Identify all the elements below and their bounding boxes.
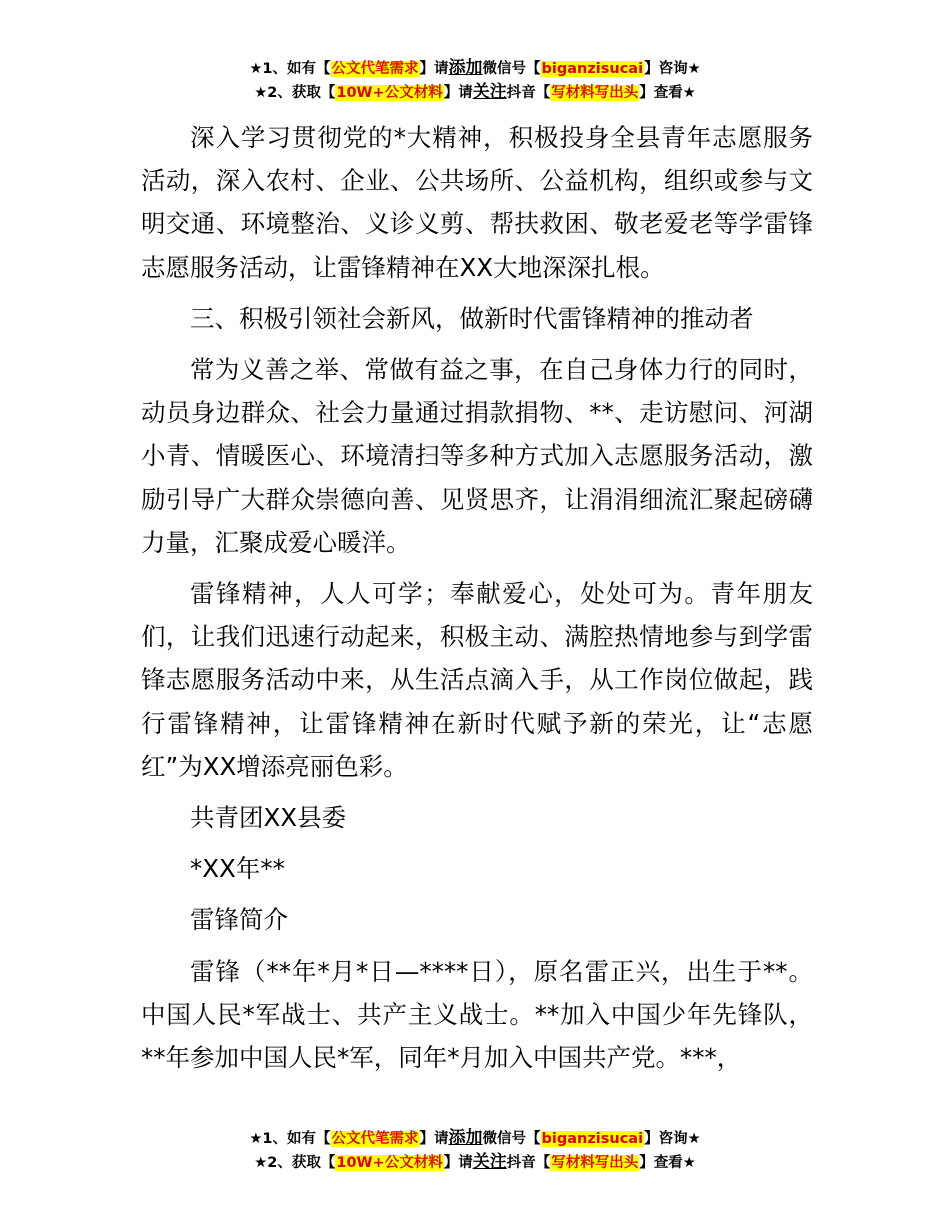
signature-org: 共青团XX县委	[190, 803, 347, 833]
banner-emphasis: 关注	[472, 82, 507, 102]
banner-wechat-id: biganzisucai	[541, 61, 644, 77]
banner-text: 】咨询★	[644, 1131, 701, 1147]
paragraph-1: 深入学习贯彻党的*大精神，积极投身全县青年志愿服务活动，深入农村、企业、公共场所、公益机构，组织或参与文明交通、环境整治、义诊义剪、帮扶救困、敬老爱老等学雷锋志愿服务活动，让雷锋精神在XX大地深深扎根。	[141, 123, 813, 282]
banner-text: 】请	[443, 1155, 473, 1171]
banner-text: 抖音【	[506, 1155, 551, 1171]
banner-emphasis: 关注	[472, 1152, 507, 1172]
banner-highlight: 10W+公文材料	[336, 1155, 443, 1171]
banner-highlight: 公文代笔需求	[331, 61, 419, 77]
banner-line-1	[0, 57, 950, 81]
paragraph-3: 雷锋精神，人人可学；奉献爱心，处处可为。青年朋友们，让我们迅速行动起来，积极主动、满腔热情地参与到学雷锋志愿服务活动中来，从生活点滴入手，从工作岗位做起，践行雷锋精神，让雷锋精神在新时代赋予新的荣光，让“志愿红”为XX增添亮丽色彩。	[141, 579, 813, 781]
banner-text: 抖音【	[506, 85, 551, 101]
banner-highlight: 10W+公文材料	[336, 85, 443, 101]
banner-line-1	[0, 1127, 950, 1151]
banner-highlight: 公文代笔需求	[331, 1131, 419, 1147]
paragraph-4: 雷锋（**年*月*日—****日），原名雷正兴，出生于**。中国人民*军战士、共产主义战士。**加入中国少年先锋队，**年参加中国人民*军，同年*月加入中国共产党。***，	[141, 956, 813, 1073]
banner-text: 】请	[419, 61, 449, 77]
banner-text: 微信号【	[482, 1131, 541, 1147]
banner-text: ★1、如有【	[249, 61, 331, 77]
banner-text: ★1、如有【	[249, 1131, 331, 1147]
banner-emphasis: 添加	[448, 1128, 483, 1148]
banner-text: ★2、获取【	[254, 85, 336, 101]
banner-wechat-id: biganzisucai	[541, 1131, 644, 1147]
paragraph-2: 常为义善之举、常做有益之事，在自己身体力行的同时，动员身边群众、社会力量通过捐款捐物、**、走访慰问、河湖小青、情暖医心、环境清扫等多种方式加入志愿服务活动，激励引导广大群众崇德向善、见贤思齐，让涓涓细流汇聚起磅礴力量，汇聚成爱心暖洋。	[141, 355, 813, 557]
banner-text: 】请	[443, 85, 473, 101]
header-ad-banner	[0, 57, 950, 105]
banner-text: ★2、获取【	[254, 1155, 336, 1171]
banner-line-2	[0, 81, 950, 105]
banner-text: 】咨询★	[644, 61, 701, 77]
section-heading: 三、积极引领社会新风，做新时代雷锋精神的推动者	[190, 303, 754, 333]
banner-emphasis: 添加	[448, 58, 483, 78]
footer-ad-banner	[0, 1127, 950, 1175]
banner-text: 】查看★	[639, 85, 696, 101]
banner-text: 】查看★	[639, 1155, 696, 1171]
signature-date: *XX年**	[190, 854, 285, 884]
document-body	[141, 116, 813, 1079]
subheading: 雷锋简介	[190, 905, 288, 935]
banner-line-2	[0, 1151, 950, 1175]
banner-text: 微信号【	[482, 61, 541, 77]
banner-douyin-id: 写材料写出头	[551, 85, 639, 101]
banner-text: 】请	[419, 1131, 449, 1147]
banner-douyin-id: 写材料写出头	[551, 1155, 639, 1171]
